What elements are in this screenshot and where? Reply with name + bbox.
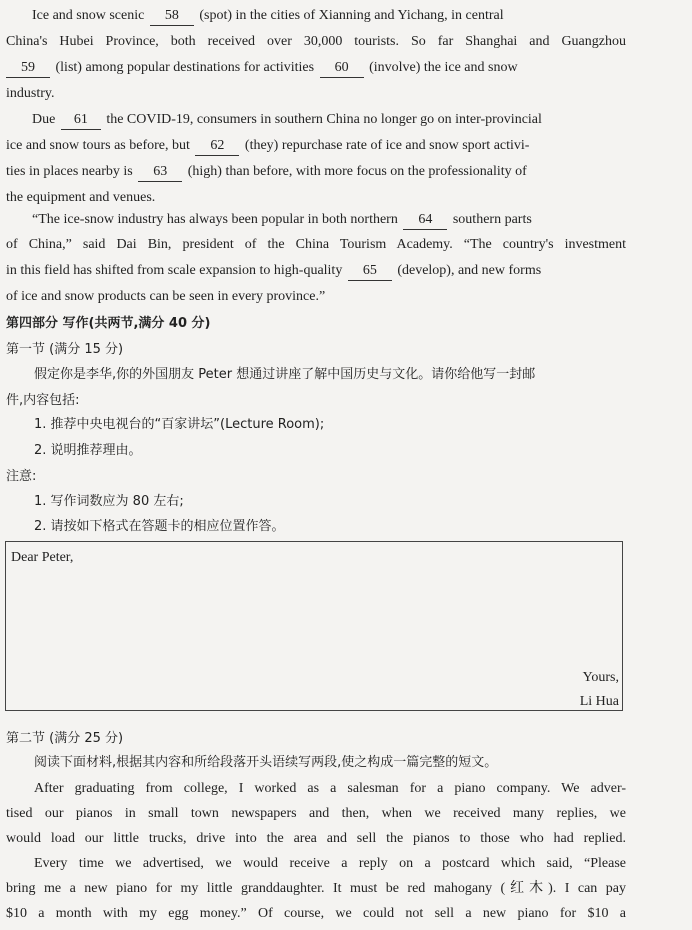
passage-line <box>6 159 626 185</box>
blank-64[interactable]: 64 <box>403 211 447 230</box>
section-title: 第一节 (满分 15 分) <box>6 342 124 357</box>
passage-text: Due <box>32 112 56 127</box>
prompt-line: 件,内容包括: <box>6 393 80 408</box>
blank-62[interactable]: 62 <box>195 137 239 156</box>
requirement-item: 2. 说明推荐理由。 <box>34 443 142 458</box>
prompt-line: 阅读下面材料,根据其内容和所给段落开头语续写两段,使之构成一篇完整的短文。 <box>34 755 498 770</box>
passage-line <box>6 258 626 284</box>
part-title: 第四部分 写作(共两节,满分 40 分) <box>6 316 211 331</box>
passage-line <box>32 107 626 133</box>
passage-line <box>32 3 626 29</box>
requirement-item: 1. 推荐中央电视台的“百家讲坛”(Lecture Room); <box>34 417 325 432</box>
passage-text: ties in places nearby is <box>6 164 133 179</box>
note-item: 1. 写作词数应为 80 左右; <box>34 494 184 509</box>
passage-text: southern parts <box>452 212 532 227</box>
passage-text: (develop), and new forms <box>397 263 542 278</box>
blank-60[interactable]: 60 <box>320 59 364 78</box>
passage-line: of ice and snow products can be seen in every province.” <box>6 289 326 304</box>
passage-text: in this field has shifted from scale expansion to high-quality <box>6 263 343 278</box>
story-line: Every time we advertised, we would receive a reply on a postcard which said, “Please <box>34 856 626 871</box>
passage-text: (involve) the ice and snow <box>369 60 518 75</box>
story-line: would load our little trucks, drive into the area and sell the pianos to those who had replied. <box>6 831 626 846</box>
passage-line: of China,” said Dai Bin, president of the China Tourism Academy. “The country's investment <box>6 237 626 252</box>
passage-text: (list) among popular destinations for activities <box>55 60 315 75</box>
answer-box[interactable] <box>5 541 623 711</box>
passage-line <box>6 55 626 81</box>
blank-65[interactable]: 65 <box>348 262 392 281</box>
passage-line: China's Hubei Province, both received over 30,000 tourists. So far Shanghai and Guangzhou <box>6 34 626 49</box>
passage-line <box>6 133 626 159</box>
letter-greeting: Dear Peter, <box>11 550 74 565</box>
passage-line: industry. <box>6 86 55 101</box>
passage-text: (spot) in the cities of Xianning and Yichang, in central <box>199 8 504 23</box>
section-title: 第二节 (满分 25 分) <box>6 731 124 746</box>
letter-closing: Yours, <box>582 670 619 685</box>
note-item: 2. 请按如下格式在答题卡的相应位置作答。 <box>34 519 285 534</box>
story-line: After graduating from college, I worked as a salesman for a piano company. We adver- <box>34 781 626 796</box>
passage-text: ice and snow tours as before, but <box>6 138 190 153</box>
letter-signature: Li Hua <box>579 694 619 709</box>
blank-58[interactable]: 58 <box>150 7 194 26</box>
note-title: 注意: <box>6 469 37 484</box>
blank-61[interactable]: 61 <box>61 111 101 130</box>
passage-line <box>32 207 626 233</box>
story-line: $10 a month with my egg money.” Of course, we could not sell a new piano for $10 a <box>6 906 626 921</box>
passage-text: Ice and snow scenic <box>32 8 145 23</box>
prompt-line: 假定你是李华,你的外国朋友 Peter 想通过讲座了解中国历史与文化。请你给他写一封邮 <box>34 367 536 382</box>
passage-text: “The ice-snow industry has always been popular in both northern <box>32 212 398 227</box>
story-line: bring me a new piano for my little granddaughter. It must be red mahogany (红木). I can pay <box>6 881 626 896</box>
passage-line: the equipment and venues. <box>6 190 156 205</box>
passage-text: (they) repurchase rate of ice and snow sport activi- <box>244 138 530 153</box>
passage-text: the COVID-19, consumers in southern China no longer go on inter-provincial <box>106 112 542 127</box>
passage-text: (high) than before, with more focus on the professionality of <box>187 164 527 179</box>
blank-59[interactable]: 59 <box>6 59 50 78</box>
blank-63[interactable]: 63 <box>138 163 182 182</box>
story-line: tised our pianos in small town newspapers and then, when we received many replies, we <box>6 806 626 821</box>
